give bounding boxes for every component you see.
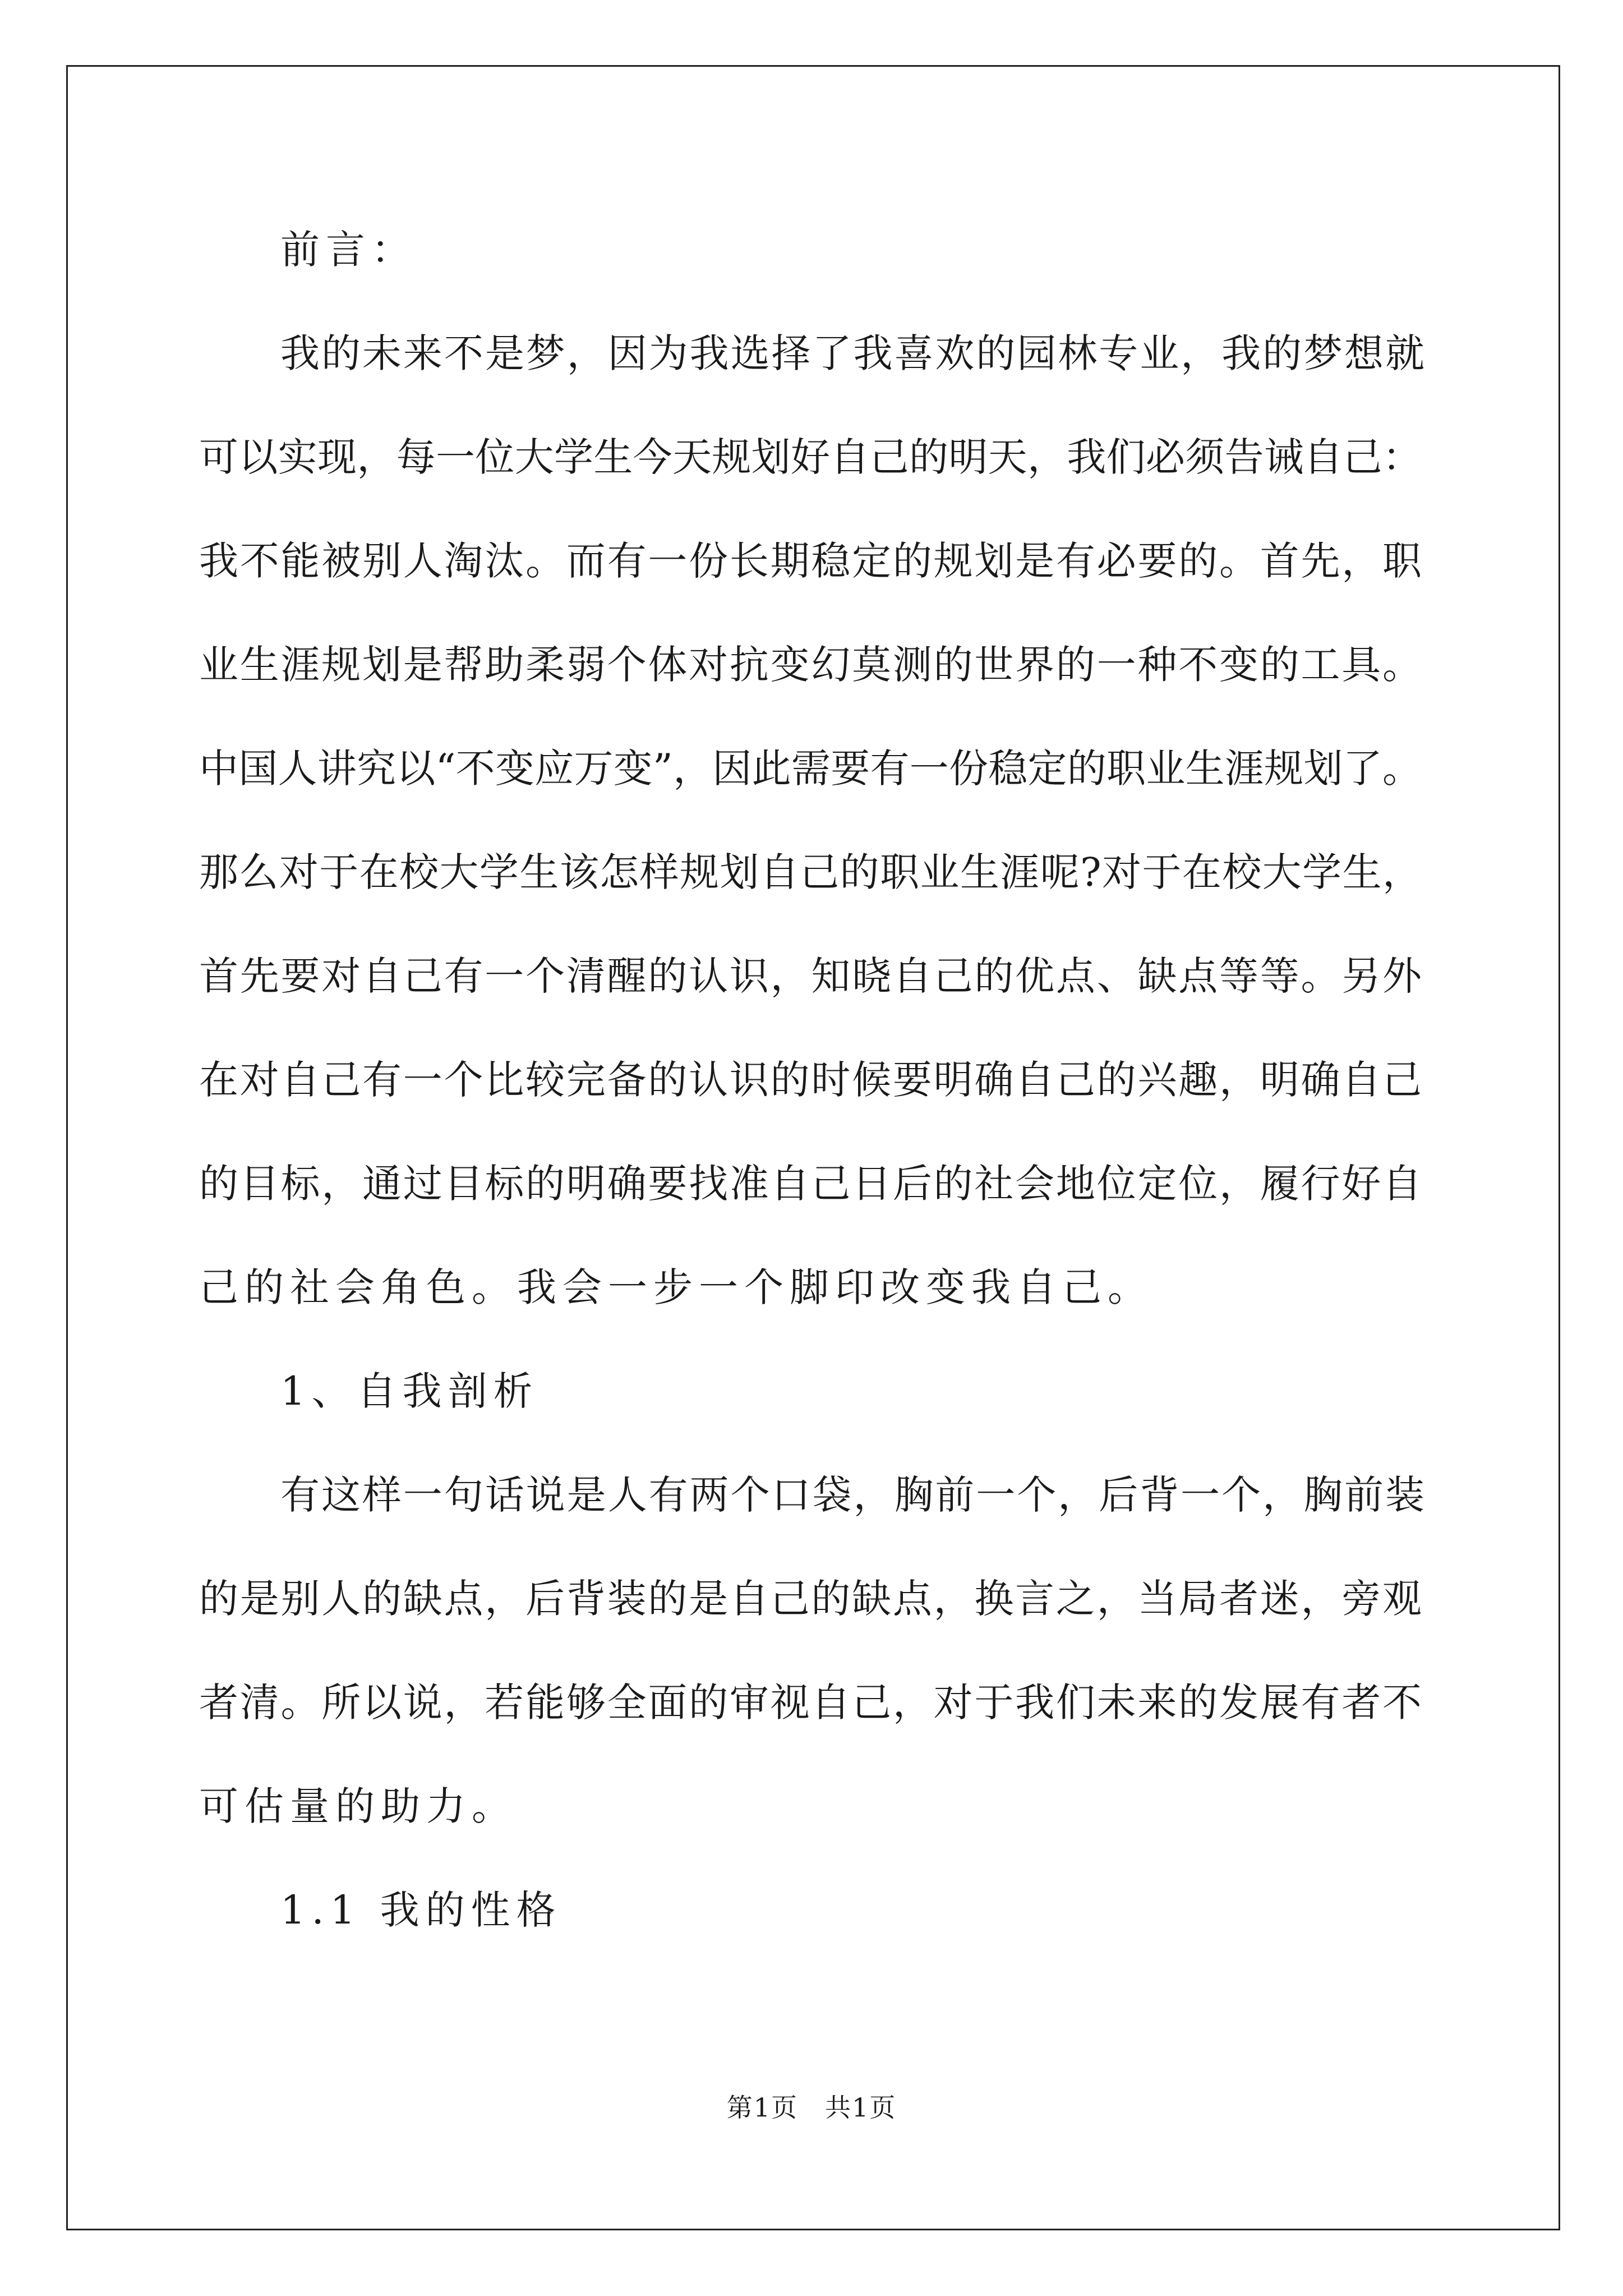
paragraph-line: 在对自己有一个比较完备的认识的时候要明确自己的兴趣，明确自己	[199, 1057, 1422, 1103]
paragraph-line: 者清。所以说，若能够全面的审视自己，对于我们未来的发展有者不	[199, 1680, 1422, 1726]
paragraph-line: 可以实现，每一位大学生今天规划好自己的明天，我们必须告诫自己：	[199, 434, 1422, 480]
paragraph-line: 己的社会角色。我会一步一个脚印改变我自己。	[199, 1264, 1153, 1310]
paragraph-line: 有这样一句话说是人有两个口袋，胸前一个，后背一个，胸前装	[280, 1472, 1424, 1518]
paragraph-line: 那么对于在校大学生该怎样规划自己的职业生涯呢?对于在校大学生，	[199, 849, 1422, 895]
paragraph-line: 中国人讲究以“不变应万变”，因此需要有一份稳定的职业生涯规划了。	[199, 746, 1422, 792]
heading-preface: 前言：	[280, 227, 417, 273]
paragraph-line: 我不能被别人淘汰。而有一份长期稳定的规划是有必要的。首先，职	[199, 538, 1422, 584]
paragraph-line: 的目标，通过目标的明确要找准自己日后的社会地位定位，履行好自	[199, 1161, 1422, 1207]
page-footer: 第1页 共1页	[726, 2092, 897, 2123]
paragraph-line: 首先要对自己有一个清醒的认识，知晓自己的优点、缺点等等。另外	[199, 953, 1422, 999]
section-heading-self-analysis: 1、自我剖析	[280, 1368, 539, 1414]
subsection-heading-personality: 1.1 我的性格	[280, 1887, 562, 1933]
paragraph-line: 可估量的助力。	[199, 1783, 517, 1829]
paragraph-line: 的是别人的缺点，后背装的是自己的缺点，换言之，当局者迷，旁观	[199, 1576, 1422, 1622]
paragraph-line: 业生涯规划是帮助柔弱个体对抗变幻莫测的世界的一种不变的工具。	[199, 642, 1422, 688]
paragraph-line: 我的未来不是梦，因为我选择了我喜欢的园林专业，我的梦想就	[280, 330, 1424, 376]
